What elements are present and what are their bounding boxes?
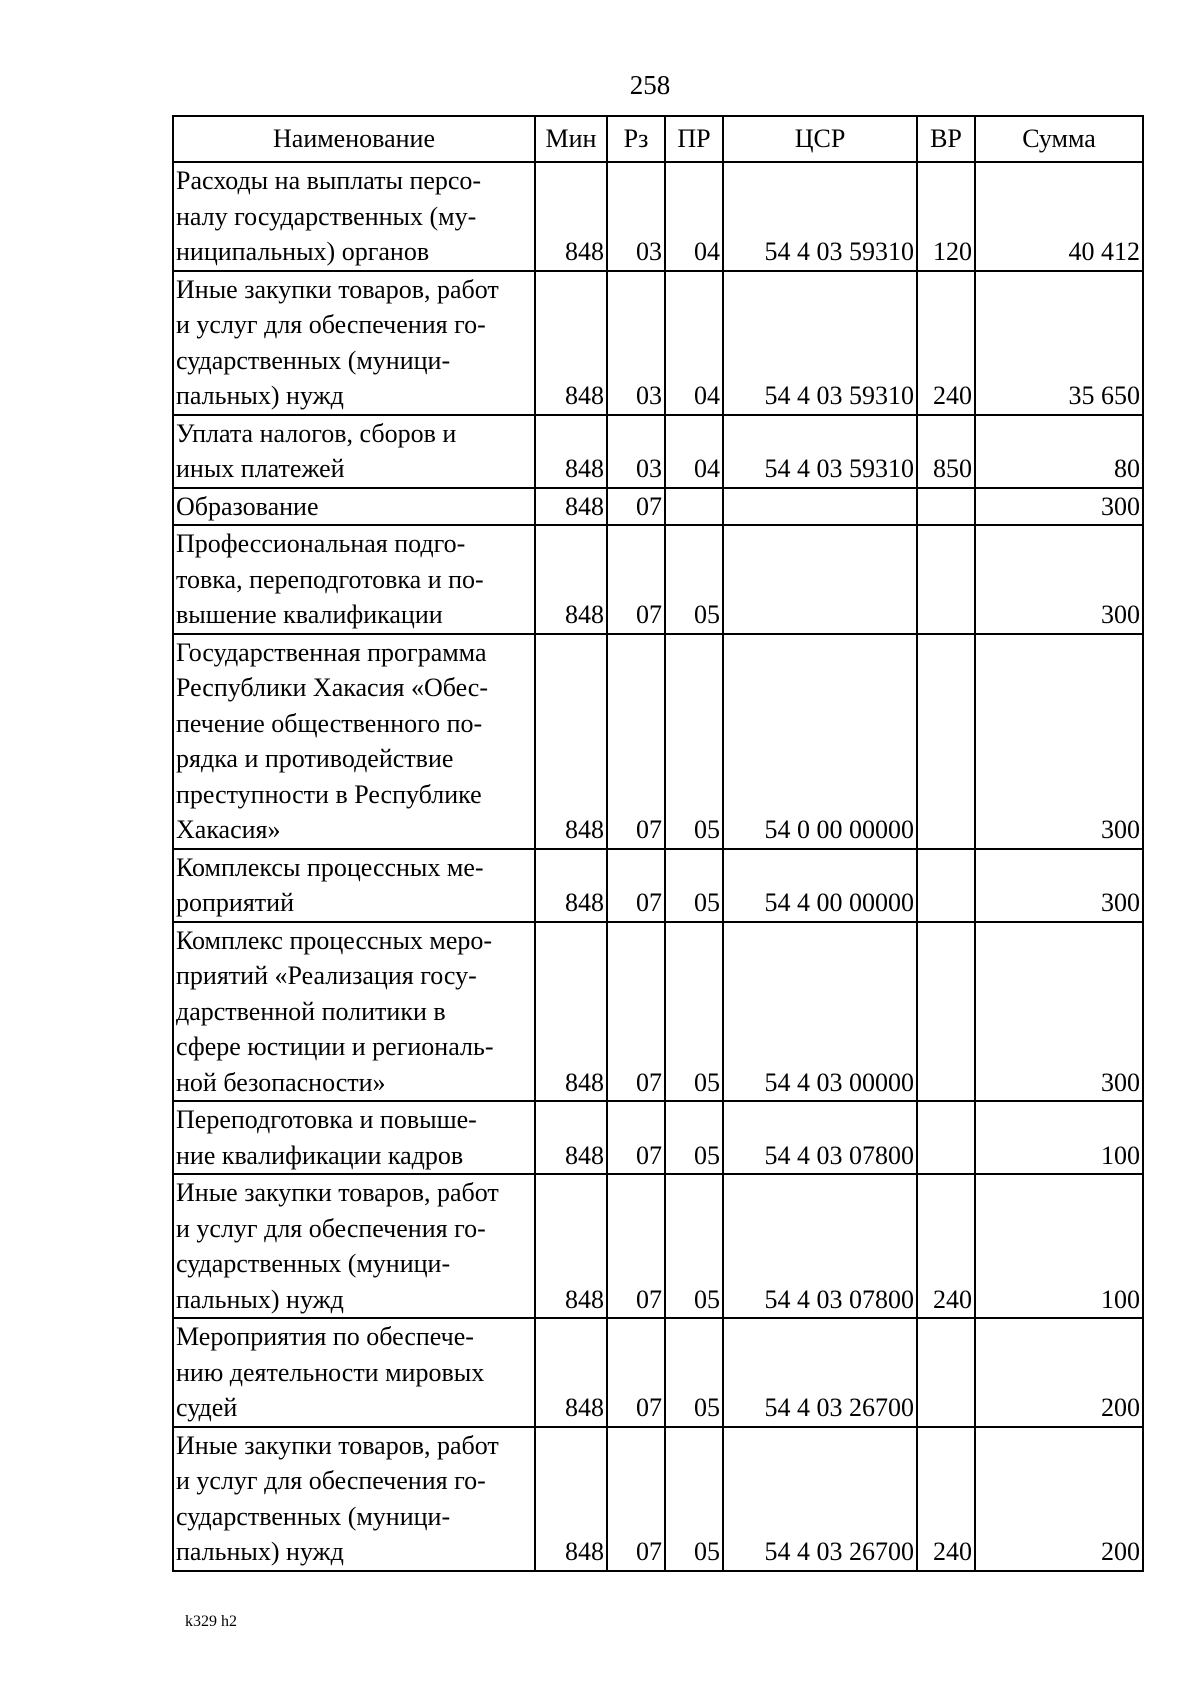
- budget-table: [172, 115, 1144, 1572]
- cell-pr: 05: [665, 1174, 723, 1318]
- cell-sum: 35 650: [975, 271, 1143, 415]
- cell-min: 848: [535, 1427, 607, 1571]
- cell-min: 848: [535, 162, 607, 271]
- header-rz: Рз: [607, 116, 665, 162]
- cell-rz: 07: [607, 525, 665, 634]
- cell-vr: [917, 488, 975, 526]
- cell-pr: 04: [665, 162, 723, 271]
- cell-csr: 54 4 00 00000: [723, 849, 917, 922]
- cell-sum: 300: [975, 488, 1143, 526]
- page-number: 258: [629, 70, 671, 100]
- cell-name: Иные закупки товаров, работ и услуг для обеспечения го- сударственных (муници- пальных) нужд: [173, 1174, 535, 1318]
- cell-min: 848: [535, 1101, 607, 1174]
- cell-pr: 05: [665, 922, 723, 1102]
- cell-vr: [917, 525, 975, 634]
- cell-vr: [917, 1318, 975, 1427]
- cell-csr: 54 4 03 59310: [723, 162, 917, 271]
- header-csr: ЦСР: [723, 116, 917, 162]
- cell-pr: 05: [665, 525, 723, 634]
- cell-min: 848: [535, 1174, 607, 1318]
- cell-csr: [723, 488, 917, 526]
- cell-rz: 07: [607, 488, 665, 526]
- cell-pr: 05: [665, 1427, 723, 1571]
- cell-name: Комплекс процессных меро- приятий «Реализация госу- дарственной политики в сфере юстиции и региональ- ной безопасности»: [173, 922, 535, 1102]
- table-row: [173, 162, 1143, 271]
- cell-rz: 03: [607, 162, 665, 271]
- cell-vr: 240: [917, 271, 975, 415]
- table-body: [173, 162, 1143, 1571]
- cell-rz: 07: [607, 1101, 665, 1174]
- cell-min: 848: [535, 634, 607, 849]
- header-vr: ВР: [917, 116, 975, 162]
- header-pr: ПР: [665, 116, 723, 162]
- cell-pr: 04: [665, 271, 723, 415]
- cell-vr: 120: [917, 162, 975, 271]
- cell-rz: 07: [607, 1318, 665, 1427]
- header-row: [173, 116, 1143, 162]
- cell-sum: 40 412: [975, 162, 1143, 271]
- cell-min: 848: [535, 271, 607, 415]
- cell-sum: 80: [975, 415, 1143, 488]
- cell-name: Переподготовка и повыше- ние квалификации кадров: [173, 1101, 535, 1174]
- table-row: [173, 1318, 1143, 1427]
- cell-vr: 850: [917, 415, 975, 488]
- cell-min: 848: [535, 415, 607, 488]
- table-row: [173, 1101, 1143, 1174]
- cell-name: Образование: [173, 488, 535, 526]
- cell-pr: 04: [665, 415, 723, 488]
- cell-vr: [917, 922, 975, 1102]
- cell-min: 848: [535, 525, 607, 634]
- cell-pr: 05: [665, 1101, 723, 1174]
- cell-vr: [917, 849, 975, 922]
- cell-name: Иные закупки товаров, работ и услуг для обеспечения го- сударственных (муници- пальных) нужд: [173, 1427, 535, 1571]
- cell-name: Иные закупки товаров, работ и услуг для обеспечения го- сударственных (муници- пальных) нужд: [173, 271, 535, 415]
- cell-sum: 100: [975, 1101, 1143, 1174]
- table-row: [173, 634, 1143, 849]
- cell-vr: 240: [917, 1174, 975, 1318]
- cell-name: Государственная программа Республики Хакасия «Обес- печение общественного по- рядка и противодействие преступности в Республике Хакасия»: [173, 634, 535, 849]
- table-row: [173, 1174, 1143, 1318]
- cell-csr: [723, 525, 917, 634]
- header-sum: Сумма: [975, 116, 1143, 162]
- cell-vr: [917, 634, 975, 849]
- cell-rz: 07: [607, 922, 665, 1102]
- table-row: [173, 922, 1143, 1102]
- cell-sum: 300: [975, 922, 1143, 1102]
- cell-sum: 300: [975, 634, 1143, 849]
- table-row: [173, 488, 1143, 526]
- cell-name: Уплата налогов, сборов и иных платежей: [173, 415, 535, 488]
- cell-min: 848: [535, 1318, 607, 1427]
- cell-csr: 54 4 03 26700: [723, 1427, 917, 1571]
- cell-pr: [665, 488, 723, 526]
- cell-min: 848: [535, 849, 607, 922]
- header-min: Мин: [535, 116, 607, 162]
- cell-rz: 03: [607, 271, 665, 415]
- cell-pr: 05: [665, 849, 723, 922]
- cell-name: Расходы на выплаты персо- налу государственных (му- ниципальных) органов: [173, 162, 535, 271]
- cell-sum: 100: [975, 1174, 1143, 1318]
- cell-name: Профессиональная подго- товка, переподготовка и по- вышение квалификации: [173, 525, 535, 634]
- cell-csr: 54 4 03 59310: [723, 271, 917, 415]
- cell-sum: 300: [975, 525, 1143, 634]
- cell-sum: 200: [975, 1318, 1143, 1427]
- cell-vr: [917, 1101, 975, 1174]
- cell-rz: 07: [607, 1427, 665, 1571]
- cell-vr: 240: [917, 1427, 975, 1571]
- table-row: [173, 415, 1143, 488]
- cell-sum: 200: [975, 1427, 1143, 1571]
- cell-sum: 300: [975, 849, 1143, 922]
- cell-pr: 05: [665, 634, 723, 849]
- cell-min: 848: [535, 922, 607, 1102]
- cell-csr: 54 4 03 26700: [723, 1318, 917, 1427]
- cell-csr: 54 4 03 00000: [723, 922, 917, 1102]
- cell-rz: 07: [607, 634, 665, 849]
- table-row: [173, 1427, 1143, 1571]
- header-name: Наименование: [173, 116, 535, 162]
- cell-pr: 05: [665, 1318, 723, 1427]
- cell-rz: 03: [607, 415, 665, 488]
- cell-min: 848: [535, 488, 607, 526]
- footer-code: k329 h2: [185, 1613, 237, 1630]
- table-row: [173, 271, 1143, 415]
- cell-rz: 07: [607, 1174, 665, 1318]
- cell-csr: 54 4 03 07800: [723, 1101, 917, 1174]
- table-row: [173, 849, 1143, 922]
- cell-csr: 54 4 03 07800: [723, 1174, 917, 1318]
- cell-name: Мероприятия по обеспече- нию деятельности мировых судей: [173, 1318, 535, 1427]
- cell-csr: 54 4 03 59310: [723, 415, 917, 488]
- cell-name: Комплексы процессных ме- роприятий: [173, 849, 535, 922]
- table-row: [173, 525, 1143, 634]
- cell-csr: 54 0 00 00000: [723, 634, 917, 849]
- cell-rz: 07: [607, 849, 665, 922]
